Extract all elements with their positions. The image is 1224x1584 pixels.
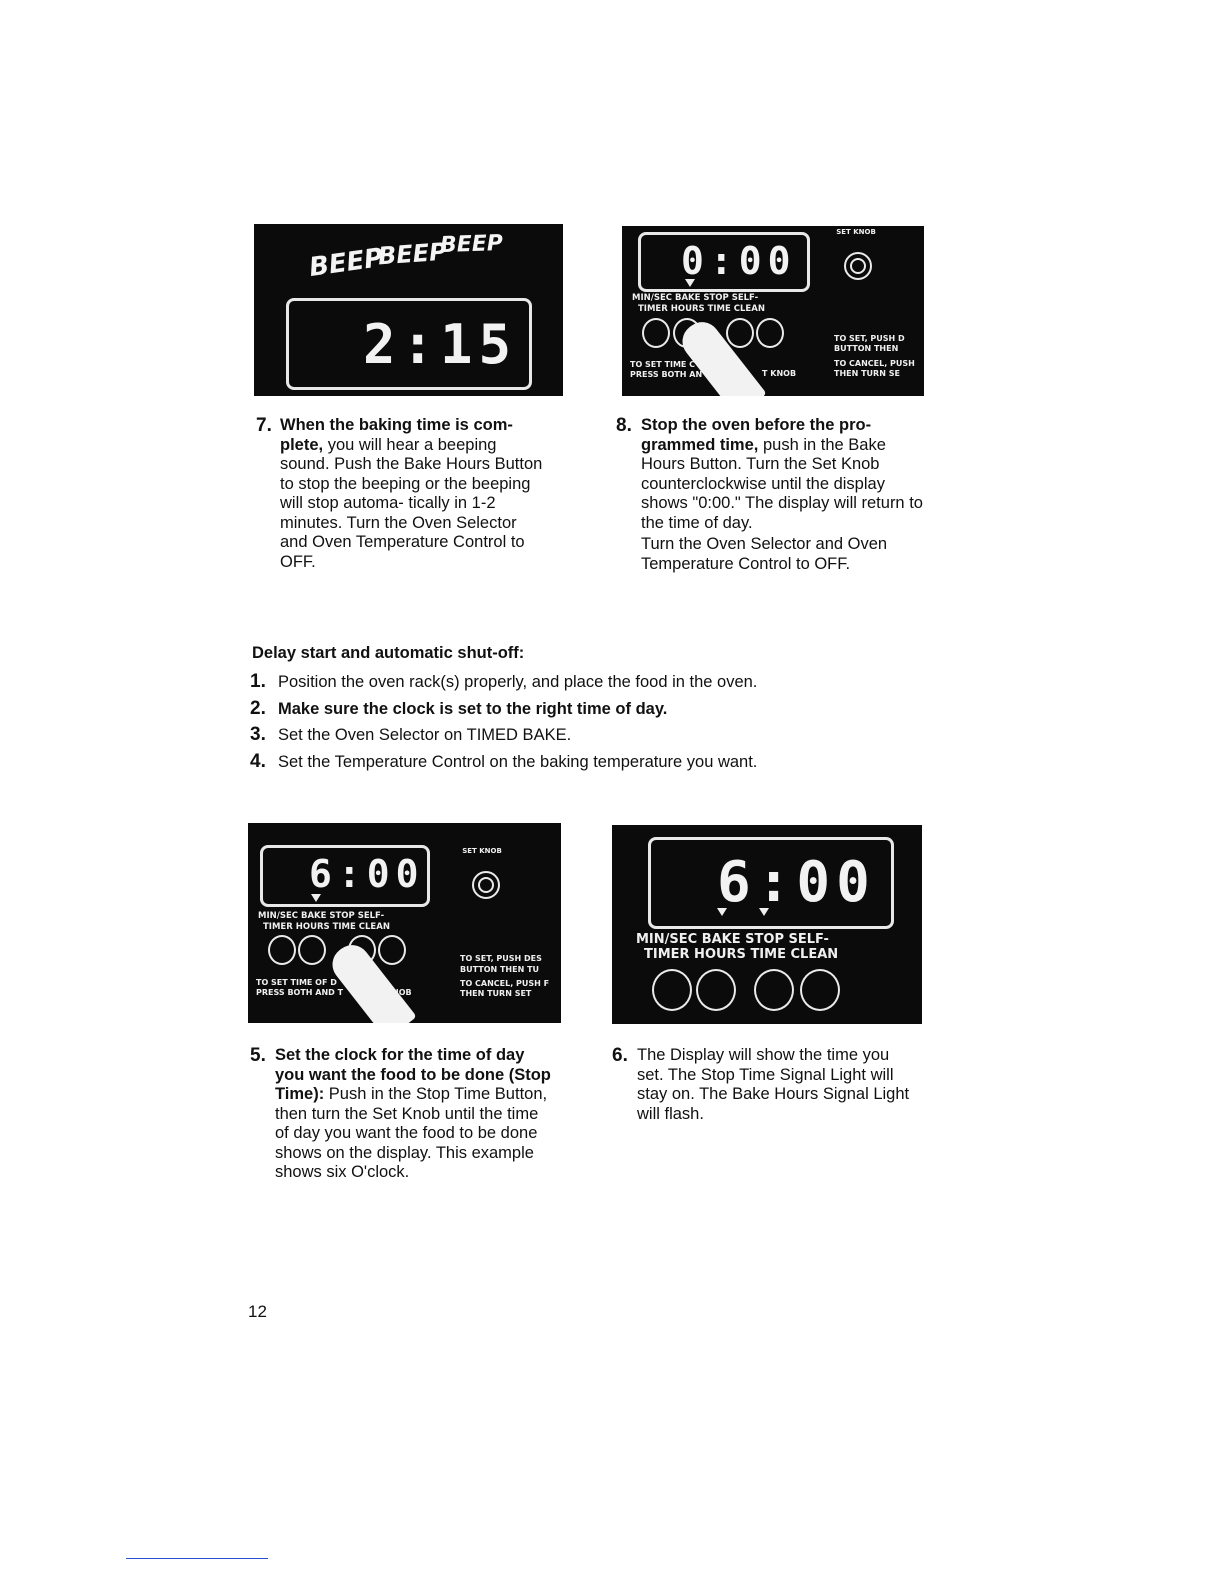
beep-word-3: BEEP bbox=[439, 230, 504, 259]
self-clean-button-icon bbox=[378, 935, 406, 965]
beep-word-1: BEEP bbox=[307, 242, 386, 284]
step-7-heading: When the baking time is com- plete, bbox=[280, 416, 513, 454]
delay-step-4-number: 4. bbox=[250, 751, 266, 772]
step-7-text: you will hear a beeping sound. Push the Bake Hours Button to stop the beeping or the beeping will stop automa- tically in 1-2 minutes. Turn the Oven Selector and Oven Temperature Control to OFF. bbox=[280, 435, 543, 571]
display-time: 6:00 bbox=[717, 850, 876, 915]
step-6-text: The Display will show the time you set. The Stop Time Signal Light will stay on. The Bake Hours Signal Light will flash. bbox=[637, 1046, 910, 1123]
set-time-instructions-1: TO SET TIME C bbox=[630, 360, 696, 369]
signal-indicator-icon bbox=[311, 894, 321, 902]
display-window bbox=[648, 837, 894, 929]
button-labels-bottom: TIMER HOURS TIME CLEAN bbox=[638, 304, 765, 314]
step-7-number: 7. bbox=[256, 415, 272, 436]
step-5-heading: Set the clock for the time of day you want the food to be done (Stop Time): bbox=[275, 1046, 551, 1103]
min-sec-timer-button-icon bbox=[642, 318, 670, 348]
display-panel-illustration bbox=[612, 825, 922, 1024]
right-instructions-2: BUTTON THEN TU bbox=[460, 965, 540, 974]
step-6-number: 6. bbox=[612, 1045, 628, 1066]
bake-hours-signal-icon bbox=[759, 908, 769, 916]
delay-step-1-number: 1. bbox=[250, 671, 266, 692]
delay-step-3-text: Set the Oven Selector on TIMED BAKE. bbox=[278, 726, 572, 744]
min-sec-timer-button-icon bbox=[268, 935, 296, 965]
display-window bbox=[638, 232, 810, 292]
step-8 bbox=[616, 416, 926, 574]
step-5-number: 5. bbox=[250, 1045, 266, 1066]
right-instructions-1: TO SET, PUSH DES bbox=[460, 954, 542, 963]
delay-step-2-number: 2. bbox=[250, 698, 266, 719]
set-time-instructions-1: TO SET TIME OF D bbox=[256, 978, 337, 987]
delay-step-2 bbox=[250, 698, 667, 720]
set-time-instructions-2: PRESS BOTH AN bbox=[630, 370, 703, 379]
button-labels-top: MIN/SEC BAKE STOP SELF- bbox=[636, 932, 829, 947]
step-6 bbox=[612, 1046, 922, 1124]
signal-indicator-icon bbox=[685, 279, 695, 287]
step-8-number: 8. bbox=[616, 415, 632, 436]
display-time: 2:15 bbox=[363, 313, 518, 376]
set-knob-label: SET KNOB bbox=[836, 228, 876, 236]
beep-panel-illustration bbox=[254, 224, 563, 396]
knob-instruction: NOB bbox=[392, 988, 412, 997]
right-instructions-3: TO CANCEL, PUSH bbox=[834, 359, 915, 368]
display-time: 6:00 bbox=[309, 852, 425, 896]
self-clean-button-icon bbox=[756, 318, 784, 348]
display-window bbox=[260, 845, 430, 907]
set-knob-icon bbox=[472, 871, 500, 899]
set-time-instructions-2: PRESS BOTH AND T bbox=[256, 988, 344, 997]
step-7 bbox=[256, 416, 546, 572]
delay-step-2-text: Make sure the clock is set to the right time of day. bbox=[278, 700, 668, 718]
page-number: 12 bbox=[248, 1302, 267, 1321]
step-5-text: Push in the Stop Time Button, then turn the Set Knob until the time of day you want the food to be done shows on the display. This example shows six O'clock. bbox=[275, 1085, 548, 1181]
button-labels-bottom: TIMER HOURS TIME CLEAN bbox=[644, 947, 839, 962]
button-labels-top: MIN/SEC BAKE STOP SELF- bbox=[632, 293, 759, 303]
stop-panel-illustration bbox=[622, 226, 924, 396]
delay-step-3 bbox=[250, 724, 571, 746]
right-instructions-1: TO SET, PUSH D bbox=[834, 334, 905, 343]
set-knob-icon bbox=[844, 252, 872, 280]
right-instructions-4: THEN TURN SET bbox=[460, 989, 532, 998]
stop-time-button-icon bbox=[754, 969, 794, 1011]
step-8-text-2: Turn the Oven Selector and Oven Temperature Control to OFF. bbox=[641, 535, 888, 573]
display-window bbox=[286, 298, 532, 390]
display-time: 0:00 bbox=[681, 239, 797, 283]
delay-step-3-number: 3. bbox=[250, 724, 266, 745]
min-sec-timer-button-icon bbox=[652, 969, 692, 1011]
delay-step-1-text: Position the oven rack(s) properly, and place the food in the oven. bbox=[278, 673, 758, 691]
beep-word-2: BEEP bbox=[377, 237, 448, 271]
button-labels-top: MIN/SEC BAKE STOP SELF- bbox=[258, 911, 385, 921]
set-knob-label: SET KNOB bbox=[462, 847, 502, 855]
button-labels-bottom: TIMER HOURS TIME CLEAN bbox=[263, 922, 390, 932]
footer-rule bbox=[126, 1558, 268, 1559]
right-instructions-3: TO CANCEL, PUSH F bbox=[460, 979, 550, 988]
delay-heading: Delay start and automatic shut-off: bbox=[252, 644, 525, 662]
right-instructions-2: BUTTON THEN bbox=[834, 344, 899, 353]
self-clean-button-icon bbox=[800, 969, 840, 1011]
step-8-text: push in the Bake Hours Button. Turn the Set Knob counterclockwise until the display shows "0:00." The display will return to the time of day. bbox=[641, 435, 923, 532]
delay-step-4 bbox=[250, 751, 757, 773]
right-instructions-4: THEN TURN SE bbox=[834, 369, 900, 378]
bake-hours-button-icon bbox=[298, 935, 326, 965]
stop-time-button-icon bbox=[726, 318, 754, 348]
delay-step-1 bbox=[250, 671, 757, 693]
step-5 bbox=[250, 1046, 560, 1183]
delay-step-4-text: Set the Temperature Control on the baking temperature you want. bbox=[278, 753, 758, 771]
bake-hours-button-icon bbox=[696, 969, 736, 1011]
stop-time-signal-icon bbox=[717, 908, 727, 916]
step-8-heading: Stop the oven before the pro- grammed time, bbox=[641, 416, 872, 454]
knob-instruction: T KNOB bbox=[762, 369, 797, 378]
set-clock-panel-illustration bbox=[248, 823, 561, 1023]
